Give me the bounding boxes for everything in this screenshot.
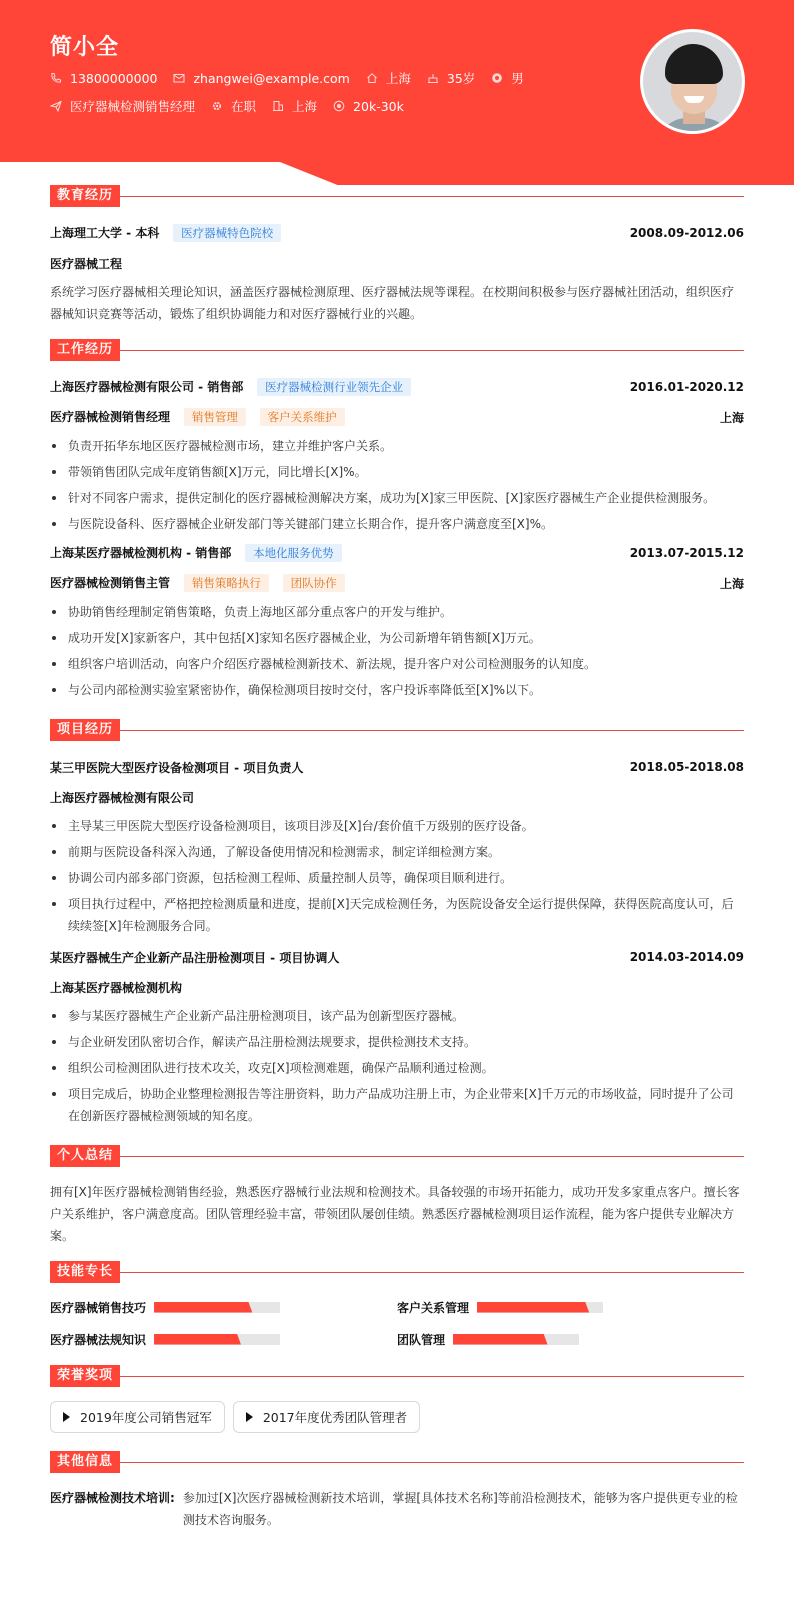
city-info (366, 69, 411, 87)
header-diagonal-cut (0, 162, 794, 185)
status-text: 在职 (231, 99, 257, 114)
project-org-row (50, 975, 744, 999)
work-bullets (50, 435, 744, 535)
bullet-item: 组织客户培训活动，向客户介绍医疗器械检测新技术、新法规，提升客户对公司检测服务的认知度。 (50, 653, 744, 675)
section-header (50, 1451, 744, 1473)
section-title: 项目经历 (50, 719, 120, 741)
contact-info-row (50, 69, 540, 87)
bullet-item: 负责开拓华东地区医疗器械检测市场，建立并维护客户关系。 (50, 435, 744, 457)
section-header (50, 1365, 744, 1387)
other-label: 医疗器械检测技术培训: (50, 1491, 175, 1505)
gear-icon (211, 100, 223, 112)
project-name: 某医疗器械生产企业新产品注册检测项目 - 项目协调人 (50, 950, 340, 965)
section-header (50, 339, 744, 361)
project-org: 上海医疗器械检测有限公司 (50, 790, 195, 805)
major-row (50, 251, 744, 275)
skill-item (50, 1297, 397, 1317)
home-icon (366, 72, 378, 84)
work-date: 2016.01-2020.12 (629, 380, 744, 394)
skill-bar-fill (477, 1302, 589, 1313)
skill-bar-fill (154, 1302, 252, 1313)
section-title: 技能专长 (50, 1261, 120, 1283)
education-description: 系统学习医疗器械相关理论知识，涵盖医疗器械检测原理、医疗器械法规等课程。在校期间积极参与医疗器械社团活动，组织医疗器械知识竞赛等活动，锻炼了组织协调能力和对医疗器械行业的兴趣。 (50, 285, 735, 321)
section-title: 个人总结 (50, 1145, 120, 1167)
project-org: 上海某医疗器械检测机构 (50, 980, 183, 995)
project-header (50, 755, 744, 779)
skills-section (50, 1261, 744, 1349)
bullet-item: 参与某医疗器械生产企业新产品注册检测项目，该产品为创新型医疗器械。 (50, 1005, 744, 1027)
project-date: 2018.05-2018.08 (629, 760, 744, 774)
awards-list (50, 1401, 744, 1433)
education-date: 2008.09-2012.06 (629, 226, 744, 240)
salary-text: 20k-30k (353, 98, 404, 114)
major-name: 医疗器械工程 (50, 256, 123, 271)
award-item (233, 1401, 420, 1433)
section-header (50, 719, 744, 741)
bullet-item: 针对不同客户需求，提供定制化的医疗器械检测解决方案，成功为[X]家三甲医院、[X]家医疗器械生产企业提供检测服务。 (50, 487, 744, 509)
company-name: 上海某医疗器械检测机构 - 销售部 (50, 546, 232, 560)
projects-section (50, 719, 744, 1127)
summary-text: 拥有[X]年医疗器械检测销售经验，熟悉医疗器械行业法规和检测技术。具备较强的市场开拓能力，成功开发多家重点客户。擅长客户关系维护，客户满意度高。团队管理经验丰富，带领团队屡创佳绩。熟悉医疗器械检测项目运作流程，能为客户提供专业解决方案。 (50, 1185, 740, 1243)
phone-info (50, 71, 157, 86)
section-title: 荣誉奖项 (50, 1365, 120, 1387)
status-info (211, 97, 256, 115)
work-date: 2013.07-2015.12 (629, 546, 744, 560)
section-header (50, 1145, 744, 1167)
bullet-item: 带领销售团队完成年度销售额[X]万元，同比增长[X]%。 (50, 461, 744, 483)
bullet-item: 协助销售经理制定销售策略，负责上海地区部分重点客户的开发与维护。 (50, 601, 744, 623)
target-position-info (50, 97, 195, 115)
city-text: 上海 (385, 71, 411, 86)
work-item-header (50, 375, 744, 399)
skill-bar (453, 1334, 579, 1345)
skill-name: 医疗器械销售技巧 (50, 1300, 147, 1315)
bullet-item: 与医院设备科、医疗器械企业研发部门等关键部门建立长期合作，提升客户满意度至[X]%。 (50, 513, 744, 535)
triangle-bullet-icon (246, 1412, 253, 1422)
skill-name: 医疗器械法规知识 (50, 1332, 147, 1347)
role-row (50, 405, 744, 429)
school-tag: 医疗器械特色院校 (173, 224, 281, 242)
other-text: 参加过[X]次医疗器械检测新技术培训，掌握[具体技术名称]等前沿检测技术，能够为客户提供更专业的检测技术咨询服务。 (182, 1491, 738, 1527)
building-icon (272, 100, 284, 112)
project-item (50, 945, 744, 1127)
bullet-item: 前期与医院设备科深入沟通，了解设备使用情况和检测需求，制定详细检测方案。 (50, 841, 744, 863)
role-tag: 团队协作 (283, 574, 345, 592)
work-location: 上海 (719, 410, 744, 425)
awards-section (50, 1365, 744, 1433)
bullet-item: 与企业研发团队密切合作，解读产品注册检测法规要求，提供检测技术支持。 (50, 1031, 744, 1053)
work-item (50, 541, 744, 701)
skill-bar (154, 1334, 280, 1345)
role-row (50, 571, 744, 595)
work-city-text: 上海 (292, 99, 318, 114)
work-location: 上海 (719, 576, 744, 591)
work-bullets (50, 601, 744, 701)
section-header (50, 185, 744, 207)
project-name: 某三甲医院大型医疗设备检测项目 - 项目负责人 (50, 760, 304, 775)
section-divider (120, 1156, 744, 1157)
school-name: 上海理工大学 - 本科 (50, 226, 160, 240)
project-bullets (50, 815, 744, 937)
email-info (173, 71, 349, 86)
project-date: 2014.03-2014.09 (629, 950, 744, 964)
section-divider (120, 350, 744, 351)
work-city-info (272, 97, 317, 115)
age-text: 35岁 (446, 71, 476, 86)
project-org-row (50, 785, 744, 809)
award-text: 2017年度优秀团队管理者 (262, 1410, 408, 1425)
section-title: 工作经历 (50, 339, 120, 361)
bullet-item: 协调公司内部多部门资源，包括检测工程师、质量控制人员等，确保项目顺利进行。 (50, 867, 744, 889)
section-divider (120, 1462, 744, 1463)
section-divider (120, 1376, 744, 1377)
role-tag: 销售策略执行 (184, 574, 269, 592)
section-header (50, 1261, 744, 1283)
summary-section (50, 1145, 744, 1247)
award-item (50, 1401, 225, 1433)
gender-icon (491, 72, 503, 84)
section-divider (120, 1272, 744, 1273)
award-text: 2019年度公司销售冠军 (80, 1410, 212, 1425)
company-tag: 本地化服务优势 (245, 544, 342, 562)
bullet-item: 与公司内部检测实验室紧密协作，确保检测项目按时交付，客户投诉率降低至[X]%以下。 (50, 679, 744, 701)
skills-grid (50, 1297, 744, 1349)
salary-info (333, 99, 404, 114)
gender-text: 男 (511, 71, 524, 86)
role-tag: 销售管理 (184, 408, 246, 426)
section-divider (120, 196, 744, 197)
skill-bar-fill (453, 1334, 548, 1345)
bullet-item: 项目完成后，协助企业整理检测报告等注册资料，助力产品成功注册上市，为企业带来[X]千万元的市场收益，同时提升了公司在创新医疗器械检测领域的知名度。 (50, 1083, 744, 1127)
age-info (427, 69, 475, 87)
salary-icon (333, 100, 345, 112)
triangle-bullet-icon (63, 1412, 70, 1422)
skill-name: 团队管理 (397, 1332, 446, 1347)
company-tag: 医疗器械检测行业领先企业 (257, 378, 411, 396)
skill-bar (477, 1302, 603, 1313)
cake-icon (427, 72, 439, 84)
education-section (50, 185, 744, 325)
candidate-name: 简小全 (50, 35, 120, 60)
work-item (50, 375, 744, 535)
section-title: 教育经历 (50, 185, 120, 207)
work-item-header (50, 541, 744, 565)
skill-item (397, 1329, 744, 1349)
company-name: 上海医疗器械检测有限公司 - 销售部 (50, 380, 244, 394)
send-icon (50, 100, 62, 112)
role-tag: 客户关系维护 (260, 408, 345, 426)
role-title: 医疗器械检测销售主管 (50, 576, 171, 590)
work-section (50, 339, 744, 701)
project-item (50, 755, 744, 937)
other-item (50, 1487, 744, 1531)
skill-bar (154, 1302, 280, 1313)
gender-info (491, 69, 524, 87)
bullet-item: 成功开发[X]家新客户，其中包括[X]家知名医疗器械企业，为公司新增年销售额[X]万元。 (50, 627, 744, 649)
bullet-item: 组织公司检测团队进行技术攻关，攻克[X]项检测难题，确保产品顺利通过检测。 (50, 1057, 744, 1079)
mail-icon (173, 72, 185, 84)
email-text: zhangwei@example.com (193, 70, 350, 86)
skill-item (397, 1297, 744, 1317)
other-section (50, 1451, 744, 1547)
target-position-text: 医疗器械检测销售经理 (70, 99, 196, 114)
resume-header (0, 0, 794, 185)
phone-icon (50, 72, 62, 84)
section-title: 其他信息 (50, 1451, 120, 1473)
project-header (50, 945, 744, 969)
education-item-header (50, 221, 744, 245)
bullet-item: 主导某三甲医院大型医疗设备检测项目，该项目涉及[X]台/套价值千万级别的医疗设备。 (50, 815, 744, 837)
phone-text: 13800000000 (70, 70, 158, 86)
skill-bar-fill (154, 1334, 241, 1345)
project-bullets (50, 1005, 744, 1127)
job-intent-row (50, 97, 420, 115)
section-divider (120, 730, 744, 731)
skill-name: 客户关系管理 (397, 1300, 470, 1315)
skill-item (50, 1329, 397, 1349)
bullet-item: 项目执行过程中，严格把控检测质量和进度，提前[X]天完成检测任务，为医院设备安全运行提供保障，获得医院高度认可，后续续签[X]年检测服务合同。 (50, 893, 744, 937)
role-title: 医疗器械检测销售经理 (50, 410, 171, 424)
avatar (640, 29, 745, 134)
